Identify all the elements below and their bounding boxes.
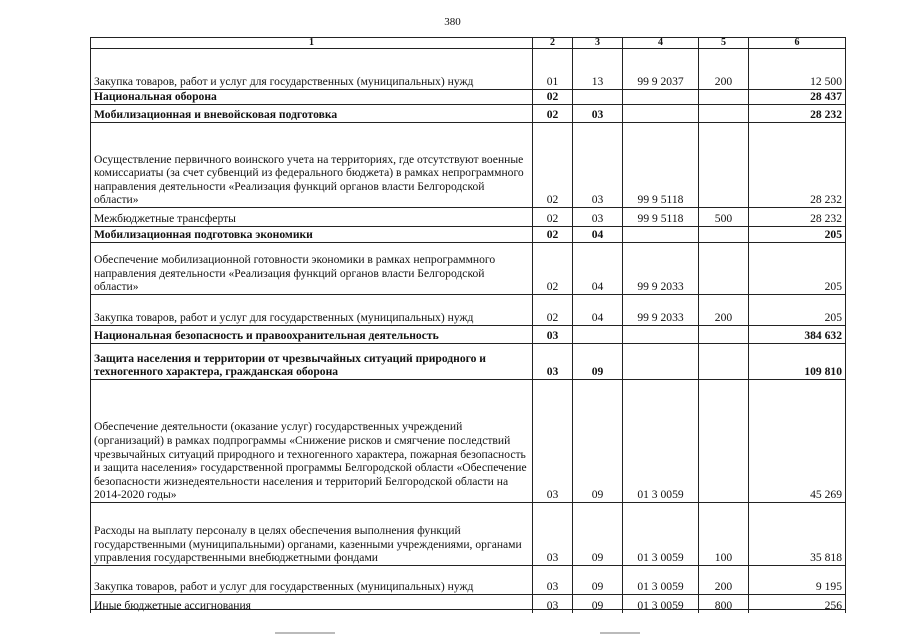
section-code-cell: 03 bbox=[533, 344, 573, 380]
amount-cell: 205 bbox=[749, 243, 846, 295]
subsection-code-cell: 09 bbox=[573, 566, 623, 595]
subsection-code-cell: 13 bbox=[573, 49, 623, 90]
amount-cell: 256 bbox=[749, 595, 846, 614]
table-row bbox=[91, 566, 846, 595]
subsection-code-cell: 09 bbox=[573, 595, 623, 614]
amount-cell: 384 632 bbox=[749, 326, 846, 344]
section-code-cell: 02 bbox=[533, 208, 573, 227]
expense-type-cell bbox=[699, 90, 749, 105]
table-row bbox=[91, 227, 846, 243]
target-article-cell bbox=[623, 326, 699, 344]
table-row bbox=[91, 503, 846, 566]
section-code-cell: 01 bbox=[533, 49, 573, 90]
amount-cell: 28 232 bbox=[749, 123, 846, 208]
table-row bbox=[91, 123, 846, 208]
row-name-cell: Обеспечение мобилизационной готовности экономики в рамках непрограммного направления деятельности «Реализация функций органов власти Белгородской области» bbox=[91, 243, 533, 295]
row-name-cell: Мобилизационная подготовка экономики bbox=[91, 227, 533, 243]
section-code-cell: 02 bbox=[533, 295, 573, 326]
expense-type-cell: 200 bbox=[699, 566, 749, 595]
amount-cell: 28 232 bbox=[749, 208, 846, 227]
amount-cell: 205 bbox=[749, 227, 846, 243]
amount-cell: 35 818 bbox=[749, 503, 846, 566]
target-article-cell: 01 3 0059 bbox=[623, 595, 699, 614]
table-header-row bbox=[91, 38, 846, 49]
section-code-cell: 02 bbox=[533, 227, 573, 243]
expense-type-cell: 800 bbox=[699, 595, 749, 614]
amount-cell: 109 810 bbox=[749, 344, 846, 380]
row-name-cell: Иные бюджетные ассигнования bbox=[91, 595, 533, 614]
header-cell: 6 bbox=[749, 38, 846, 49]
target-article-cell bbox=[623, 105, 699, 123]
subsection-code-cell: 03 bbox=[573, 105, 623, 123]
section-code-cell: 02 bbox=[533, 90, 573, 105]
expense-type-cell: 100 bbox=[699, 503, 749, 566]
subsection-code-cell bbox=[573, 326, 623, 344]
target-article-cell: 99 9 2033 bbox=[623, 243, 699, 295]
table-row bbox=[91, 595, 846, 614]
header-cell: 3 bbox=[573, 38, 623, 49]
table-row bbox=[91, 243, 846, 295]
subsection-code-cell bbox=[573, 90, 623, 105]
expense-type-cell: 200 bbox=[699, 49, 749, 90]
subsection-code-cell: 03 bbox=[573, 208, 623, 227]
row-name-cell: Межбюджетные трансферты bbox=[91, 208, 533, 227]
target-article-cell bbox=[623, 227, 699, 243]
budget-table bbox=[90, 37, 846, 613]
table-row bbox=[91, 49, 846, 90]
row-name-cell: Обеспечение деятельности (оказание услуг) государственных учреждений (организаций) в рамках подпрограммы «Снижение рисков и смягчение последствий чрезвычайных ситуаций природного и техногенного характера, пожарная безопасность и защита населения» государственной программы Белгородской области «Обеспечение безопасности жизнедеятельности населения и территорий Белгородской области на 2014-2020 годы» bbox=[91, 380, 533, 503]
amount-cell: 12 500 bbox=[749, 49, 846, 90]
table-row bbox=[91, 344, 846, 380]
amount-cell: 9 195 bbox=[749, 566, 846, 595]
subsection-code-cell: 04 bbox=[573, 243, 623, 295]
subsection-code-cell: 04 bbox=[573, 227, 623, 243]
table-row bbox=[91, 208, 846, 227]
amount-cell: 205 bbox=[749, 295, 846, 326]
section-code-cell: 02 bbox=[533, 243, 573, 295]
section-code-cell: 03 bbox=[533, 595, 573, 614]
subsection-code-cell: 03 bbox=[573, 123, 623, 208]
row-name-cell: Национальная оборона bbox=[91, 90, 533, 105]
amount-cell: 28 232 bbox=[749, 105, 846, 123]
scan-artifact bbox=[275, 632, 335, 634]
row-name-cell: Мобилизационная и вневойсковая подготовка bbox=[91, 105, 533, 123]
section-code-cell: 03 bbox=[533, 380, 573, 503]
table-row bbox=[91, 326, 846, 344]
row-name-cell: Осуществление первичного воинского учета на территориях, где отсутствуют военные комиссариаты (за счет субвенций из федерального бюджета) в рамках непрограммного направления деятельности «Реализация функций органов власти Белгородской области» bbox=[91, 123, 533, 208]
subsection-code-cell: 09 bbox=[573, 380, 623, 503]
target-article-cell bbox=[623, 90, 699, 105]
expense-type-cell bbox=[699, 227, 749, 243]
subsection-code-cell: 09 bbox=[573, 503, 623, 566]
target-article-cell: 01 3 0059 bbox=[623, 380, 699, 503]
row-name-cell: Расходы на выплату персоналу в целях обеспечения выполнения функций государственными (муниципальными) органами, казенными учреждениями, органами управления государственными внебюджетными фондами bbox=[91, 503, 533, 566]
row-name-cell: Национальная безопасность и правоохранительная деятельность bbox=[91, 326, 533, 344]
section-code-cell: 03 bbox=[533, 326, 573, 344]
subsection-code-cell: 09 bbox=[573, 344, 623, 380]
expense-type-cell bbox=[699, 123, 749, 208]
section-code-cell: 03 bbox=[533, 503, 573, 566]
budget-table-body bbox=[91, 38, 846, 614]
table-row bbox=[91, 105, 846, 123]
table-bottom-border bbox=[90, 609, 845, 610]
header-cell: 5 bbox=[699, 38, 749, 49]
expense-type-cell bbox=[699, 344, 749, 380]
expense-type-cell bbox=[699, 105, 749, 123]
section-code-cell: 02 bbox=[533, 123, 573, 208]
row-name-cell: Закупка товаров, работ и услуг для государственных (муниципальных) нужд bbox=[91, 295, 533, 326]
amount-cell: 28 437 bbox=[749, 90, 846, 105]
row-name-cell: Защита населения и территории от чрезвычайных ситуаций природного и техногенного характера, гражданская оборона bbox=[91, 344, 533, 380]
target-article-cell: 99 9 2037 bbox=[623, 49, 699, 90]
expense-type-cell bbox=[699, 326, 749, 344]
row-name-cell: Закупка товаров, работ и услуг для государственных (муниципальных) нужд bbox=[91, 566, 533, 595]
amount-cell: 45 269 bbox=[749, 380, 846, 503]
header-cell: 1 bbox=[91, 38, 533, 49]
page-number: 380 bbox=[444, 16, 461, 28]
target-article-cell: 99 9 5118 bbox=[623, 208, 699, 227]
table-row bbox=[91, 90, 846, 105]
section-code-cell: 02 bbox=[533, 105, 573, 123]
expense-type-cell bbox=[699, 243, 749, 295]
subsection-code-cell: 04 bbox=[573, 295, 623, 326]
header-cell: 2 bbox=[533, 38, 573, 49]
target-article-cell: 01 3 0059 bbox=[623, 503, 699, 566]
target-article-cell: 99 9 5118 bbox=[623, 123, 699, 208]
expense-type-cell: 200 bbox=[699, 295, 749, 326]
expense-type-cell: 500 bbox=[699, 208, 749, 227]
table-row bbox=[91, 380, 846, 503]
expense-type-cell bbox=[699, 380, 749, 503]
target-article-cell bbox=[623, 344, 699, 380]
row-name-cell: Закупка товаров, работ и услуг для государственных (муниципальных) нужд bbox=[91, 49, 533, 90]
target-article-cell: 99 9 2033 bbox=[623, 295, 699, 326]
header-cell: 4 bbox=[623, 38, 699, 49]
table-row bbox=[91, 295, 846, 326]
section-code-cell: 03 bbox=[533, 566, 573, 595]
scan-artifact bbox=[600, 632, 640, 634]
target-article-cell: 01 3 0059 bbox=[623, 566, 699, 595]
